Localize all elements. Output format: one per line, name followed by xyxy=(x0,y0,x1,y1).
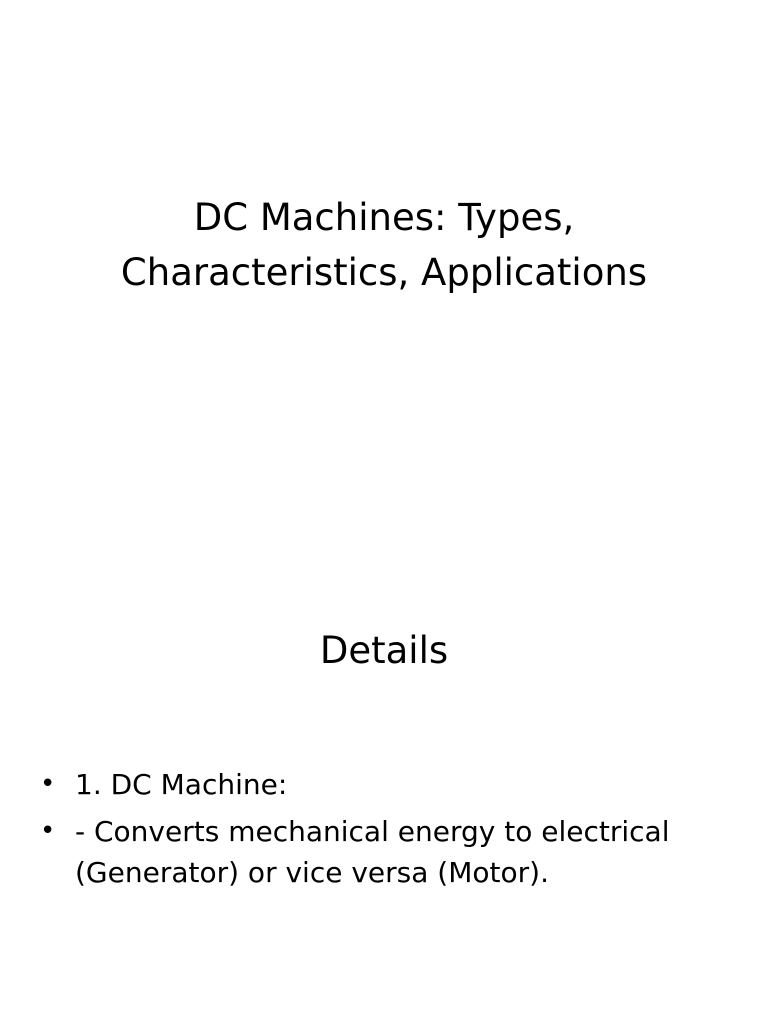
bullet-item-2 xyxy=(40,811,720,893)
bullet-text: 1. DC Machine: xyxy=(75,768,288,801)
bullet-text: - Converts mechanical energy to electrical (Generator) or vice versa (Motor). xyxy=(75,815,670,889)
details-slide xyxy=(0,576,768,1024)
slide-title-line-2: Characteristics, Applications xyxy=(120,251,648,294)
section-heading: Details xyxy=(319,629,449,672)
bullet-list xyxy=(40,764,720,899)
bullet-item-1 xyxy=(40,764,720,805)
bullet-icon: • xyxy=(40,769,56,799)
slide-title xyxy=(60,190,708,300)
bullet-icon: • xyxy=(40,816,56,846)
slide-title-line-1: DC Machines: Types, xyxy=(193,196,575,239)
